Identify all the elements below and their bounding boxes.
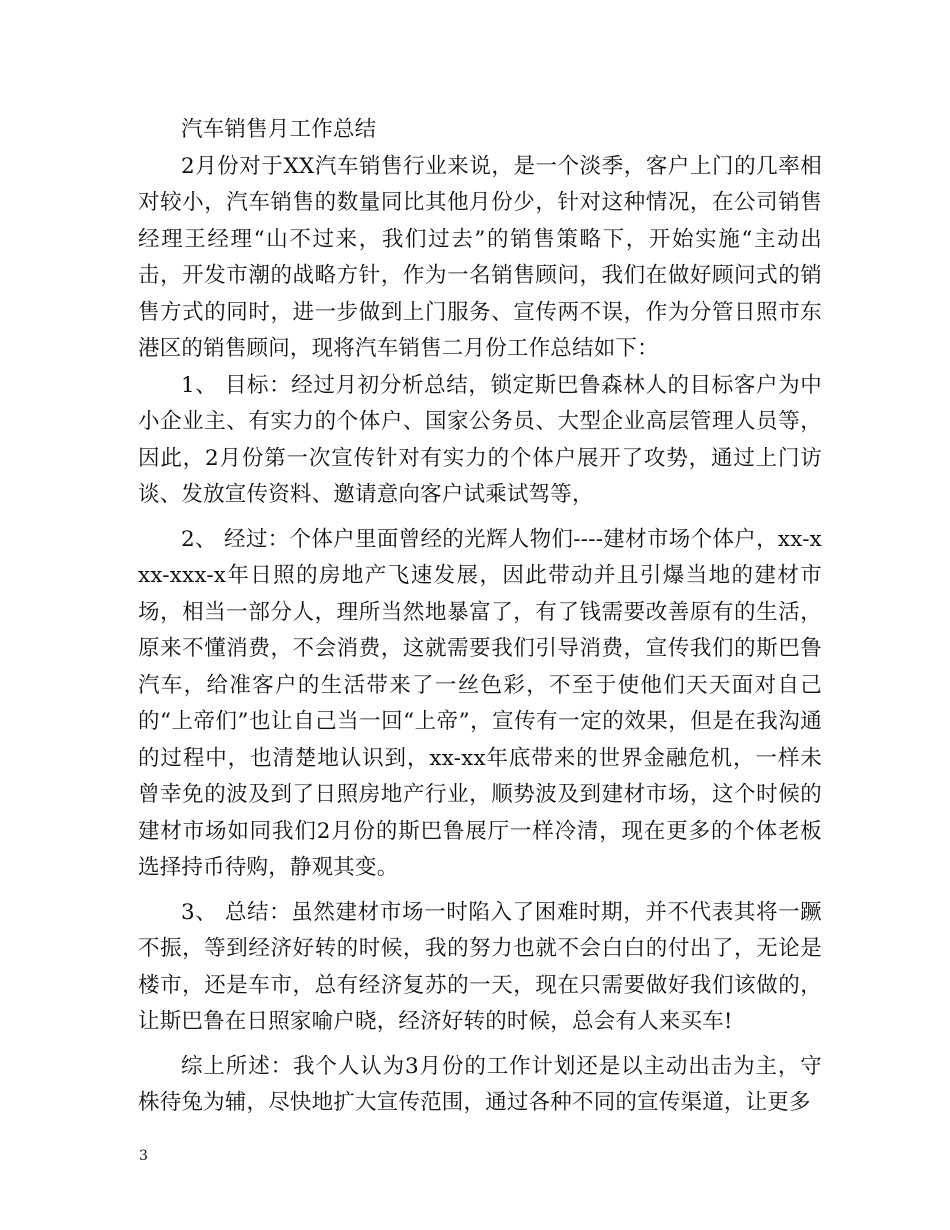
document-title: 汽车销售月工作总结 bbox=[181, 117, 377, 142]
paragraph-intro: 2月份对于XX汽车销售行业来说，是一个淡季，客户上门的几率相对较小，汽车销售的数量同比其他月份少，针对这种情况，在公司销售经理王经理“山不过来，我们过去”的销售策略下，开始实施“主动出击，开发市潮的战略方针，作为一名销售顾问，我们在做好顾问式的销售方式的同时，进一步做到上门服务、宣传两不误，作为分管日照市东港区的销售顾问，现将汽车销售二月份工作总结如下： bbox=[138, 153, 822, 361]
paragraph-summary: 3、 总结：虽然建材市场一时陷入了困难时期，并不代表其将一蹶不振，等到经济好转的时候，我的努力也就不会白白的付出了，无论是楼市，还是车市，总有经济复苏的一天，现在只需要做好我们该做的，让斯巴鲁在日照家喻户晓，经济好转的时候，总会有人来买车! bbox=[138, 899, 822, 1034]
paragraph-conclusion: 综上所述：我个人认为3月份的工作计划还是以主动出击为主，守株待兔为辅，尽快地扩大宣传范围，通过各种不同的宣传渠道，让更多 bbox=[138, 1053, 822, 1115]
paragraph-goal: 1、 目标：经过月初分析总结，锁定斯巴鲁森林人的目标客户为中小企业主、有实力的个体户、国家公务员、大型企业高层管理人员等，因此，2月份第一次宣传针对有实力的个体户展开了攻势，通过上门访谈、发放宣传资料、邀请意向客户试乘试驾等， bbox=[138, 372, 822, 507]
document-body bbox=[138, 112, 822, 1122]
page-number: 3 bbox=[139, 1148, 148, 1164]
paragraph-process: 2、 经过：个体户里面曾经的光辉人物们----建材市场个体户，xx-xxx-xxx-x年日照的房地产飞速发展，因此带动并且引爆当地的建材市场，相当一部分人，理所当然地暴富了，有了钱需要改善原有的生活，原来不懂消费，不会消费，这就需要我们引导消费，宣传我们的斯巴鲁汽车，给准客户的生活带来了一丝色彩，不至于使他们天天面对自己的“上帝们”也让自己当一回“上帝”，宣传有一定的效果，但是在我沟通的过程中，也清楚地认识到，xx-xx年底带来的世界金融危机，一样未曾幸免的波及到了日照房地产行业，顺势波及到建材市场，这个时候的建材市场如同我们2月份的斯巴鲁展厅一样冷清，现在更多的个体老板选择持币待购，静观其变。 bbox=[138, 526, 822, 880]
